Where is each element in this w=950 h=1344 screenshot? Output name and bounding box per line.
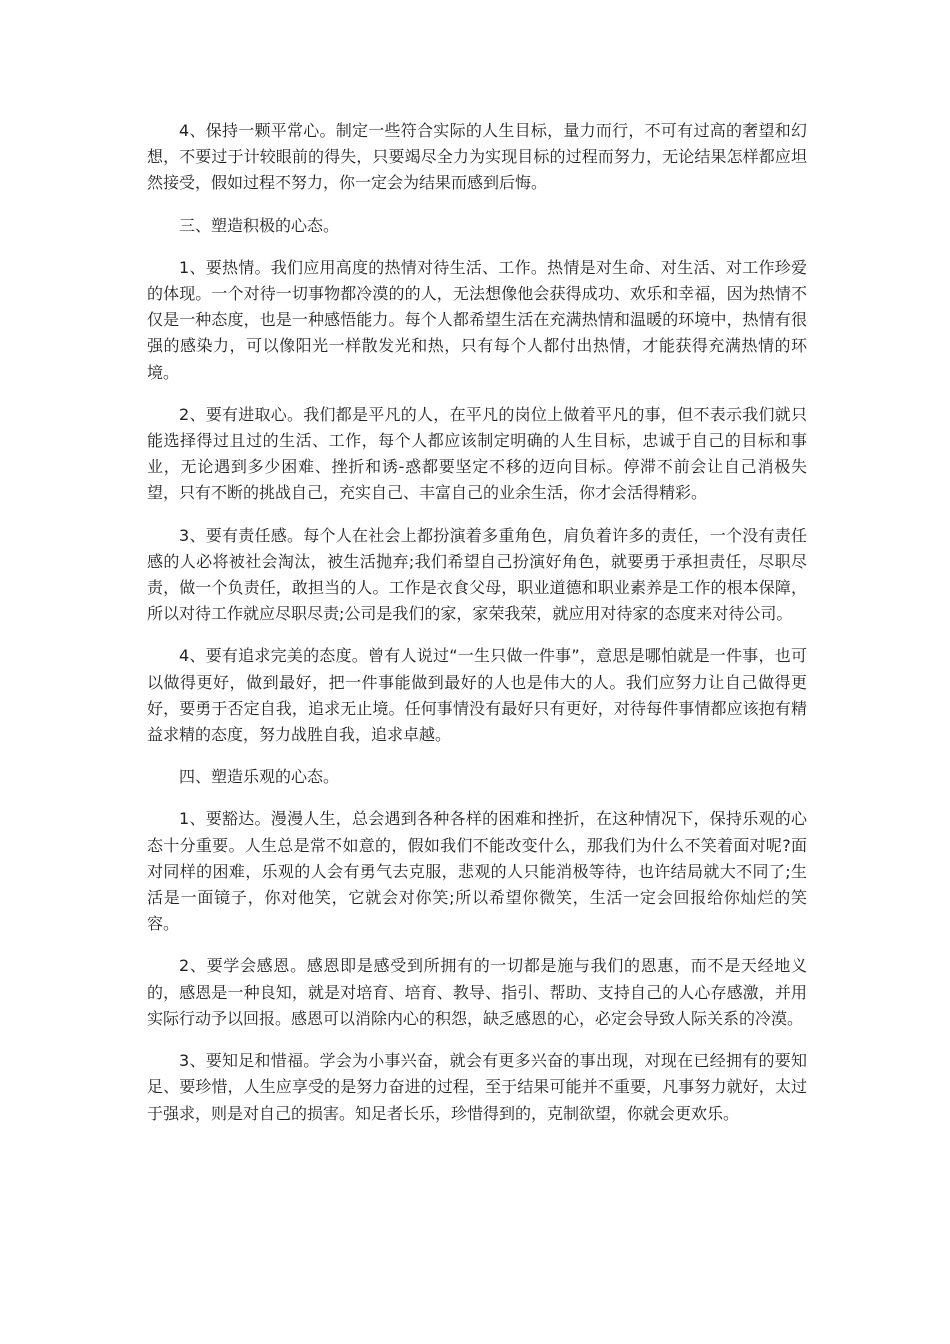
paragraph-ambition: 2、要有进取心。我们都是平凡的人，在平凡的岗位上做着平凡的事，但不表示我们就只能选择得过且过的生活、工作，每个人都应该制定明确的人生目标，忠诚于自己的目标和事业，无论遇到多少困难、挫折和诱-惑都要坚定不移的迈向目标。停滞不前会让自己消极失望，只有不断的挑战自己，充实自己、丰富自己的业余生活，你才会活得精彩。 [147, 404, 807, 503]
section-heading-optimistic: 四、塑造乐观的心态。 [179, 767, 340, 787]
paragraph-enthusiasm: 1、要热情。我们应用高度的热情对待生活、工作。热情是对生命、对生活、对工作珍爱的体现。一个对待一切事物都冷漠的的人，无法想像他会获得成功、欢乐和幸福，因为热情不仅是一种态度，也是一种感悟能力。每个人都希望生活在充满热情和温暖的环境中，热情有很强的感染力，可以像阳光一样散发光和热，只有每个人都付出热情，才能获得充满热情的环境。 [147, 257, 807, 382]
section-heading-positive: 三、塑造积极的心态。 [179, 215, 340, 235]
paragraph-perfection: 4、要有追求完美的态度。曾有人说过“一生只做一件事”，意思是哪怕就是一件事，也可以做得更好，做到最好，把一件事能做到最好的人也是伟大的人。我们应努力让自己做得更好，要勇于否定自我，追求无止境。任何事情没有最好只有更好，对待每件事情都应该抱有精益求精的态度，努力战胜自我，追求卓越。 [147, 646, 807, 745]
document-body [147, 118, 807, 1143]
paragraph-openness: 1、要豁达。漫漫人生，总会遇到各种各样的困难和挫折，在这种情况下，保持乐观的心态十分重要。人生总是常不如意的，假如我们不能改变什么，那我们为什么不笑着面对呢?面对同样的困难，乐观的人会有勇气去克服，悲观的人只能消极等待，也许结局就大不同了;生活是一面镜子，你对他笑，它就会对你笑;所以希望你微笑，生活一定会回报给你灿烂的笑容。 [147, 809, 807, 934]
paragraph-keep-calm: 4、保持一颗平常心。制定一些符合实际的人生目标，量力而行，不可有过高的奢望和幻想，不要过于计较眼前的得失，只要竭尽全力为实现目标的过程而努力，无论结果怎样都应坦然接受，假如过程不努力，你一定会为结果而感到后悔。 [147, 121, 807, 193]
paragraph-gratitude: 2、要学会感恩。感恩即是感受到所拥有的一切都是施与我们的恩惠，而不是天经地义的，感恩是一种良知，就是对培育、培育、教导、指引、帮助、支持自己的人心存感激，并用实际行动予以回报。感恩可以消除内心的积怨，缺乏感恩的心，必定会导致人际关系的冷漠。 [147, 956, 807, 1028]
paragraph-responsibility: 3、要有责任感。每个人在社会上都扮演着多重角色，肩负着许多的责任，一个没有责任感的人必将被社会淘汰，被生活抛弃;我们希望自己扮演好角色，就要勇于承担责任，尽职尽责，做一个负责任，敢担当的人。工作是衣食父母，职业道德和职业素养是工作的根本保障，所以对待工作就应尽职尽责;公司是我们的家，家荣我荣，就应用对待家的态度来对待公司。 [147, 525, 807, 624]
paragraph-contentment: 3、要知足和惜福。学会为小事兴奋，就会有更多兴奋的事出现，对现在已经拥有的要知足、要珍惜，人生应享受的是努力奋进的过程，至于结果可能并不重要，凡事努力就好，太过于强求，则是对自己的损害。知足者长乐，珍惜得到的，克制欲望，你就会更欢乐。 [147, 1051, 807, 1123]
